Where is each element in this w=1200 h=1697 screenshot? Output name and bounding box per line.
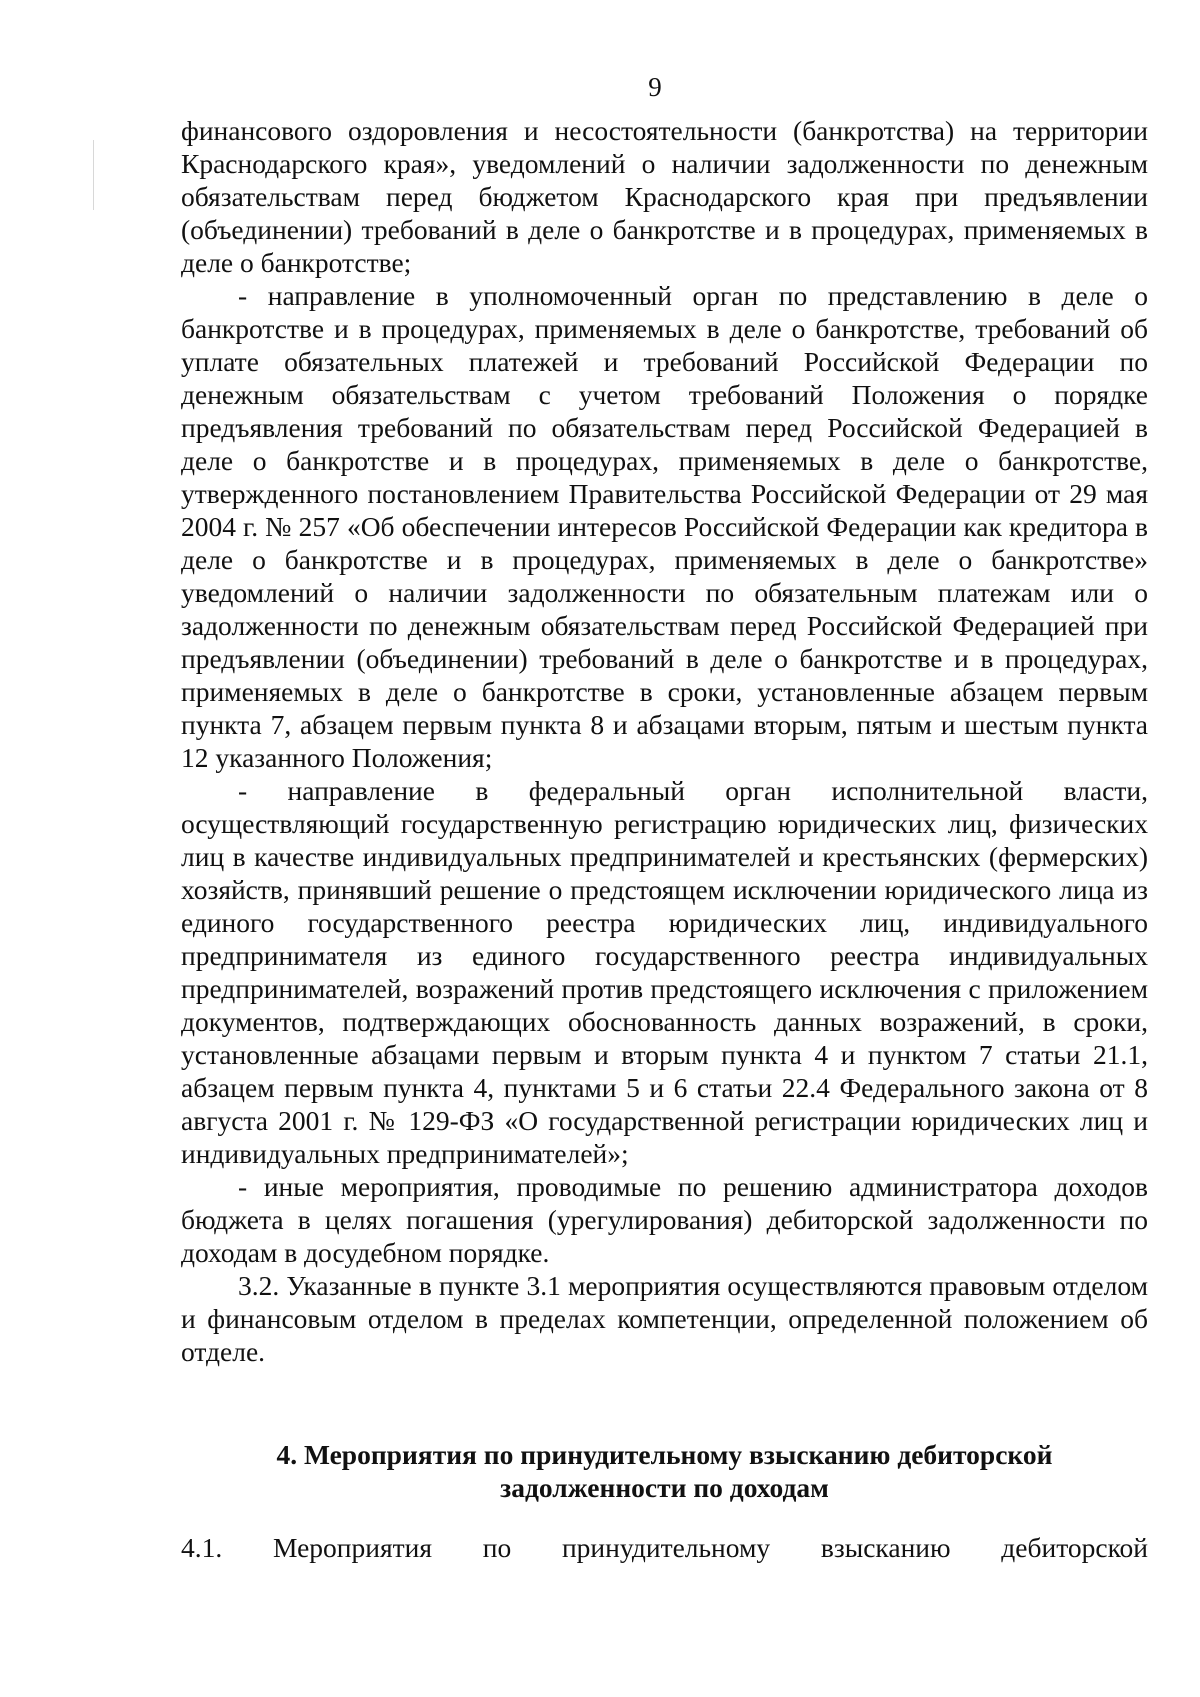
paragraph-3-2: 3.2. Указанные в пункте 3.1 мероприятия осуществляются правовым отделом и финансовым отделом в пределах компетенции, определенной положением об отделе. [181, 1270, 1148, 1367]
paragraph-4-1-first-line [181, 1531, 1148, 1564]
section-heading-line-2: задолженности по доходам [500, 1472, 829, 1503]
word: принудительному [561, 1532, 771, 1563]
scan-artifact [93, 140, 94, 210]
section-4-heading [181, 1438, 1148, 1504]
word: взысканию [820, 1532, 951, 1563]
word: по [482, 1532, 512, 1563]
page-number: 9 [648, 72, 662, 102]
section-heading-line-1: 4. Мероприятия по принудительному взысканию дебиторской [276, 1439, 1053, 1470]
word: 4.1. [181, 1532, 223, 1563]
word: Мероприятия [272, 1532, 432, 1563]
paragraph-objections-to-registry-exclusion: - направление в федеральный орган исполнительной власти, осуществляющий государственную регистрацию юридических лиц, физических лиц в качестве индивидуальных предпринимателей и крестьянских (фермерских) хозяйств, принявший решение о предстоящем исключении юридического лица из единого государственного реестра юридических лиц, индивидуального предпринимателя из единого государственного реестра индивидуальных предпринимателей, возражений против предстоящего исключения с приложением документов, подтверждающих обоснованность данных возражений, в сроки, установленные абзацами первым и вторым пункта 4 и пунктом 7 статьи 21.1, абзацем первым пункта 4, пунктами 5 и 6 статьи 22.4 Федерального закона от 8 августа 2001 г. № 129-ФЗ «О государственной регистрации юридических лиц и индивидуальных предпринимателей»; [181, 775, 1148, 1169]
paragraph-other-measures: - иные мероприятия, проводимые по решению администратора доходов бюджета в целях погашения (урегулирования) дебиторской задолженности по доходам в досудебном порядке. [181, 1171, 1148, 1268]
document-body [181, 114, 1148, 1564]
paragraph-claims-to-authorized-body: - направление в уполномоченный орган по представлению в деле о банкротстве и в процедурах, применяемых в деле о банкротстве, требований об уплате обязательных платежей и требований Российской Федерации по денежным обязательствам с учетом требований Положения о порядке предъявления требований по обязательствам перед Российской Федерацией в деле о банкротстве и в процедурах, применяемых в деле о банкротстве, утвержденного постановлением Правительства Российской Федерации от 29 мая 2004 г. № 257 «Об обеспечении интересов Российской Федерации как кредитора в деле о банкротстве и в процедурах, применяемых в деле о банкротстве» уведомлений о наличии задолженности по обязательным платежам или о задолженности по денежным обязательствам перед Российской Федерацией при предъявлении (объединении) требований в деле о банкротстве и в процедурах, применяемых в деле о банкротстве в сроки, установленные абзацем первым пункта 7, абзацем первым пункта 8 и абзацами вторым, пятым и шестым пункта 12 указанного Положения; [181, 280, 1148, 773]
paragraph-continuation: финансового оздоровления и несостоятельности (банкротства) на территории Краснодарского края», уведомлений о наличии задолженности по денежным обязательствам перед бюджетом Краснодарского края при предъявлении (объединении) требований в деле о банкротстве и в процедурах, применяемых в деле о банкротстве; [181, 115, 1148, 278]
word: дебиторской [1001, 1532, 1148, 1563]
